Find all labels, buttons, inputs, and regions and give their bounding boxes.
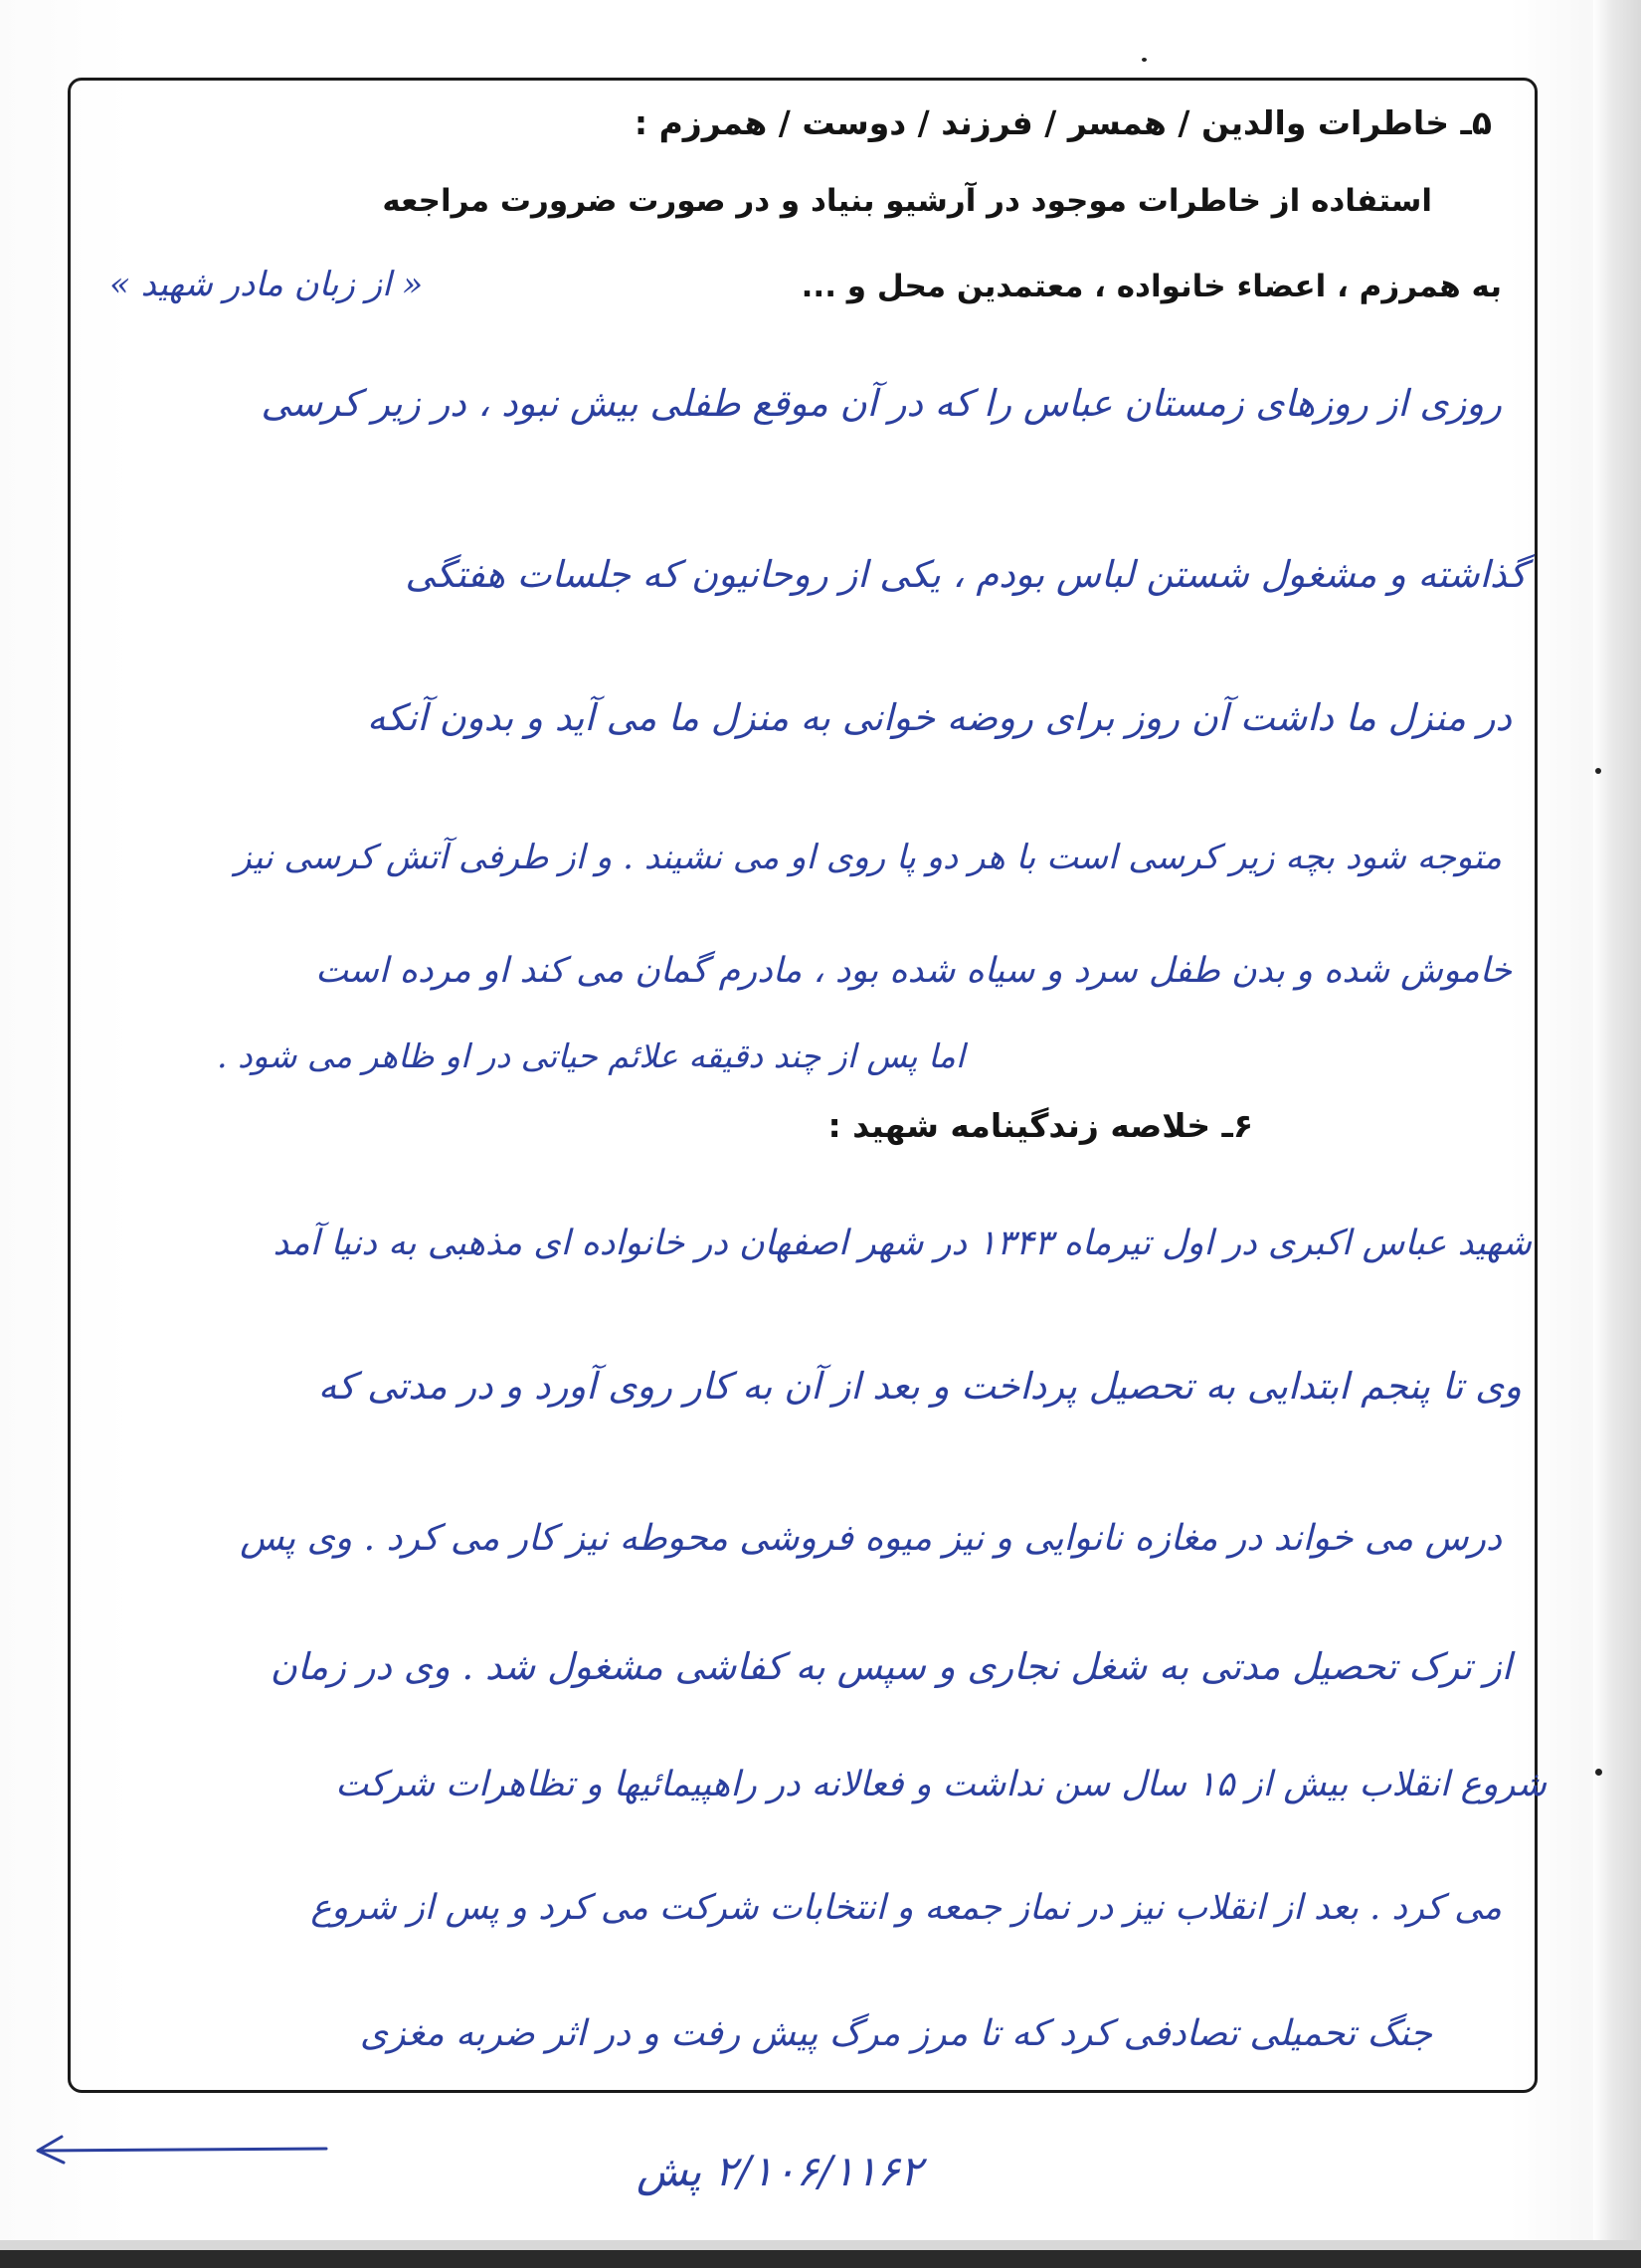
bio-line-4: از ترک تحصیل مدتی به شغل نجاری و سپس به کفاشی مشغول شد . وی در زمان: [270, 1645, 1512, 1688]
bio-line-2: وی تا پنجم ابتدایی به تحصیل پرداخت و بعد از آن به کار روی آورد و در مدتی که: [317, 1365, 1522, 1408]
memory-line-2: گذاشته و مشغول شستن لباس بودم ، یکی از روحانیون که جلسات هفتگی: [405, 553, 1527, 596]
bio-line-5: شروع انقلاب بیش از ۱۵ سال سن نداشت و فعالانه در راهپیمائیها و تظاهرات شرکت: [335, 1765, 1547, 1804]
page-right-edge-shadow: [1593, 0, 1641, 2268]
bio-line-1: شهید عباس اکبری در اول تیرماه ۱۳۴۳ در شهر اصفهان در خانواده ای مذهبی به دنیا آمد: [273, 1224, 1532, 1263]
scan-speck: [1142, 58, 1147, 62]
bio-line-7: جنگ تحمیلی تصادفی کرد که تا مرز مرگ پیش رفت و در اثر ضربه مغزی: [359, 2013, 1432, 2054]
memory-line-4: متوجه شود بچه زیر کرسی است با هر دو پا روی او می نشیند . و از طرفی آتش کرسی نیز: [235, 838, 1502, 877]
scan-speck: [1595, 768, 1601, 774]
scan-bottom-edge: [0, 2240, 1641, 2250]
section5-instruction-line1: استفاده از خاطرات موجود در آرشیو بنیاد و در صورت ضرورت مراجعه: [382, 183, 1432, 219]
scan-speck: [1595, 1769, 1602, 1776]
scan-bottom-border: [0, 2250, 1641, 2268]
memory-line-6: اما پس از چند دقیقه علائم حیاتی در او ظاهر می شود .: [217, 1037, 965, 1075]
section5-heading: ۵ـ خاطرات والدین / همسر / فرزند / دوست / همرزم :: [634, 103, 1492, 142]
section5-instruction-line2: به همرزم ، اعضاء خانواده ، معتمدین محل و ...: [801, 269, 1502, 304]
next-page-arrow-icon: [18, 2129, 336, 2169]
memory-line-1: روزی از روزهای زمستان عباس را که در آن موقع طفلی بیش نبود ، در زیر کرسی: [261, 382, 1502, 425]
bio-line-3: درس می خواند در مغازه نانوایی و نیز میوه فروشی محوطه نیز کار می کرد . وی پس: [240, 1518, 1502, 1559]
section6-heading: ۶ـ خلاصه زندگینامه شهید :: [827, 1106, 1253, 1145]
bio-line-6: می کرد . بعد از انقلاب نیز در نماز جمعه و انتخابات شرکت می کرد و پس از شروع: [310, 1888, 1502, 1928]
page-reference-number: ۲/۱۰۶/۱۱۶۲ پش: [637, 2147, 923, 2195]
memory-line-5: خاموش شده و بدن طفل سرد و سیاه شده بود ، مادرم گمان می کند او مرده است: [315, 951, 1512, 991]
memory-line-3: در منزل ما داشت آن روز برای روضه خوانی به منزل ما می آید و بدون آنکه: [366, 696, 1512, 739]
source-note: « از زبان مادر شهید »: [109, 265, 424, 304]
